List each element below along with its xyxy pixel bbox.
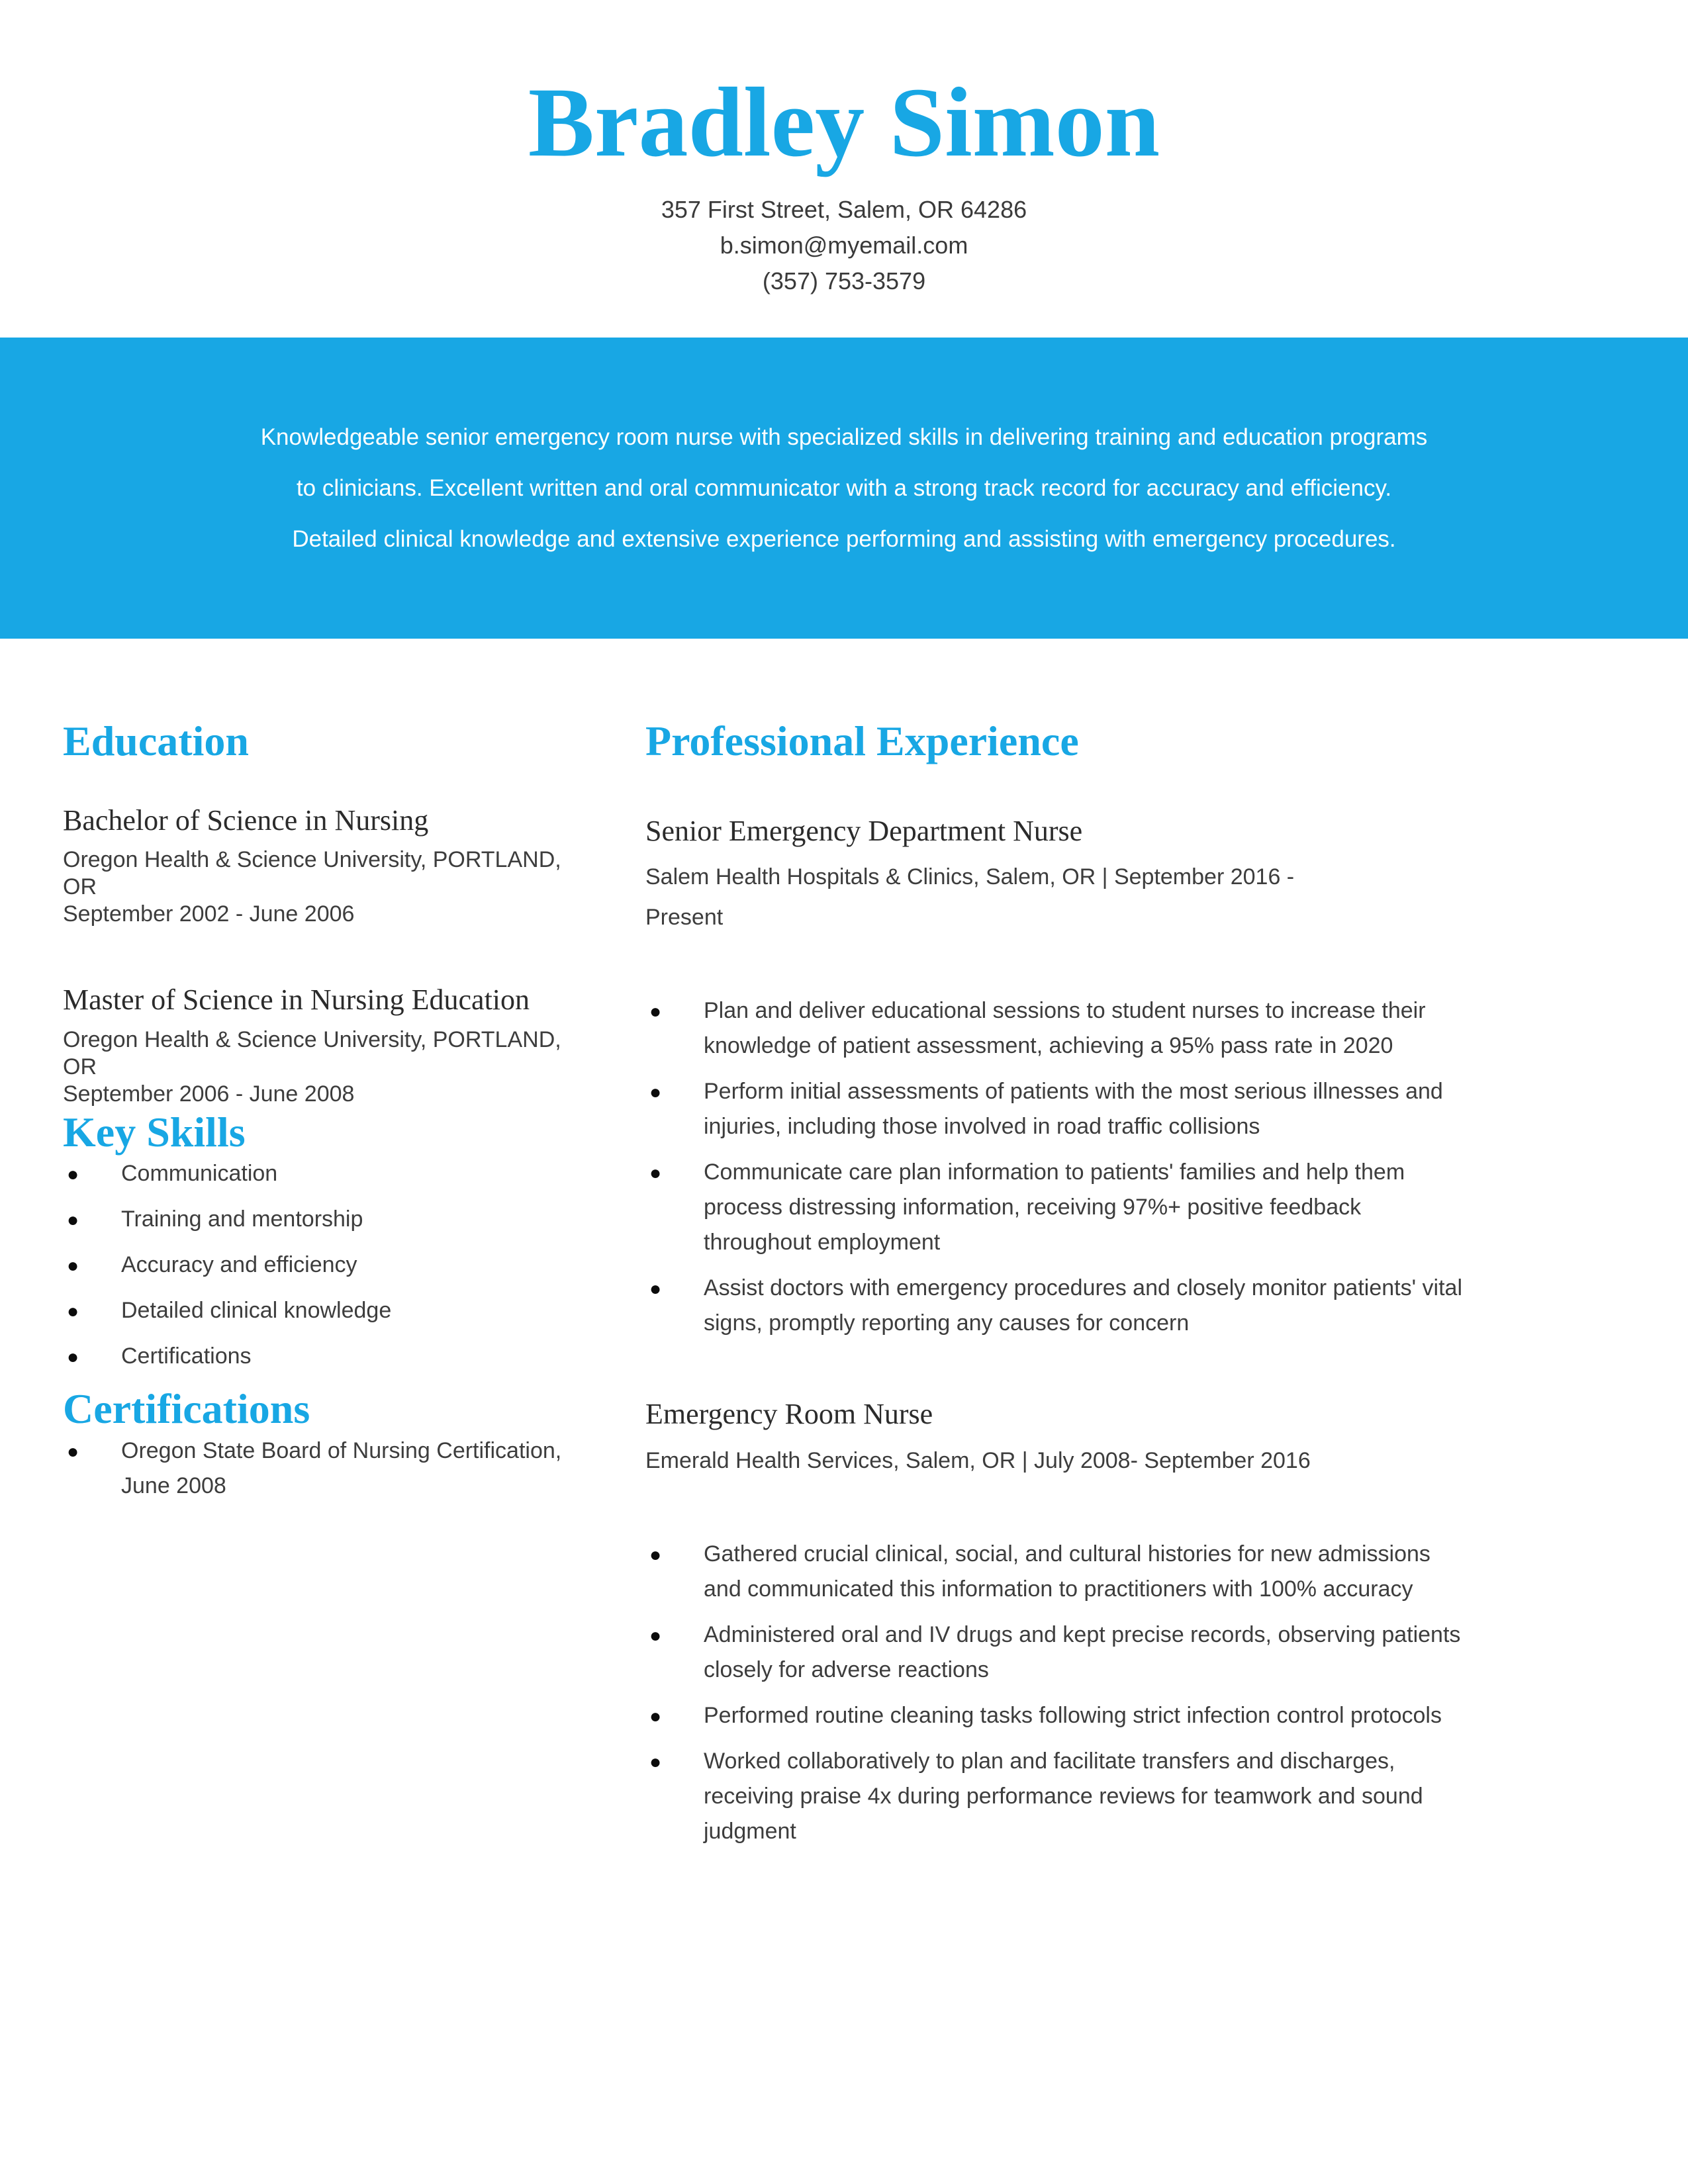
education-heading: Education	[63, 717, 249, 764]
job-entry	[645, 1398, 1625, 1849]
skill-item: ● Training and mentorship	[63, 1202, 566, 1237]
job-bullet: ● Assist doctors with emergency procedures and closely monitor patients' vital signs, promptly reporting any causes for concern	[645, 1271, 1473, 1341]
job-bullet: ● Gathered crucial clinical, social, and cultural histories for new admissions and communicated this information to practitioners with 100% accuracy	[645, 1537, 1473, 1607]
skill-item: ● Accuracy and efficiency	[63, 1248, 566, 1283]
skill-item: ● Detailed clinical knowledge	[63, 1293, 566, 1328]
experience-list	[645, 815, 1625, 1849]
job-title: Senior Emergency Department Nurse	[645, 814, 1083, 847]
degree-title: Master of Science in Nursing Education	[63, 983, 530, 1017]
contact-address: 357 First Street, Salem, OR 64286	[661, 196, 1027, 223]
person-name: Bradley Simon	[528, 68, 1160, 177]
job-bullet: ● Communicate care plan information to patients' families and help them process distressing information, receiving 97%+ positive feedback throughout employment	[645, 1155, 1473, 1260]
degree-entry	[63, 804, 566, 929]
summary-line: Detailed clinical knowledge and extensive experience performing and assisting with emergency procedures.	[292, 526, 1396, 552]
contact-email: b.simon@myemail.com	[720, 232, 968, 259]
degree-institution: Oregon Health & Science University, PORTLAND, OR	[63, 1026, 561, 1079]
key-skills-heading: Key Skills	[63, 1108, 246, 1156]
degree-entry	[63, 983, 566, 1108]
contact-block	[0, 192, 1688, 299]
summary-band	[0, 338, 1688, 639]
degree-dates: September 2002 - June 2006	[63, 901, 355, 927]
job-bullet: ● Performed routine cleaning tasks following strict infection control protocols	[645, 1698, 1473, 1733]
experience-heading: Professional Experience	[645, 717, 1079, 764]
skill-item: ● Certifications	[63, 1339, 566, 1374]
summary-line: Knowledgeable senior emergency room nurse with specialized skills in delivering training and education programs	[260, 424, 1428, 450]
job-bullet-list	[645, 1537, 1625, 1849]
summary-line: to clinicians. Excellent written and oral communicator with a strong track record for accuracy and efficiency.	[296, 475, 1392, 501]
degree-institution: Oregon Health & Science University, PORTLAND, OR	[63, 847, 561, 900]
job-bullet: ● Administered oral and IV drugs and kept precise records, observing patients closely for adverse reactions	[645, 1617, 1473, 1688]
degree-title: Bachelor of Science in Nursing	[63, 803, 429, 837]
job-bullet: ● Perform initial assessments of patients with the most serious illnesses and injuries, including those involved in road traffic collisions	[645, 1074, 1473, 1144]
right-column	[645, 717, 1625, 1860]
job-title: Emergency Room Nurse	[645, 1398, 933, 1431]
degree-dates: September 2006 - June 2008	[63, 1081, 355, 1107]
job-meta: Salem Health Hospitals & Clinics, Salem, OR | September 2016 - Present	[645, 864, 1295, 931]
job-entry	[645, 815, 1625, 1342]
certification-item: ● Oregon State Board of Nursing Certification, June 2008	[63, 1433, 566, 1504]
skill-item: ● Communication	[63, 1156, 566, 1191]
resume-header	[0, 0, 1688, 299]
job-bullet: ● Plan and deliver educational sessions to student nurses to increase their knowledge of patient assessment, achieving a 95% pass rate in 2020	[645, 993, 1473, 1064]
education-list	[63, 804, 566, 1108]
main-columns	[0, 717, 1688, 1860]
left-column	[63, 717, 566, 1860]
key-skills-list	[63, 1156, 566, 1374]
certifications-list	[63, 1433, 566, 1504]
contact-phone: (357) 753-3579	[762, 267, 926, 295]
job-meta: Emerald Health Services, Salem, OR | July 2008- September 2016	[645, 1447, 1311, 1473]
certifications-heading: Certifications	[63, 1385, 310, 1433]
job-bullet-list	[645, 993, 1625, 1341]
job-bullet: ● Worked collaboratively to plan and facilitate transfers and discharges, receiving praise 4x during performance reviews for teamwork and sound judgment	[645, 1744, 1473, 1849]
